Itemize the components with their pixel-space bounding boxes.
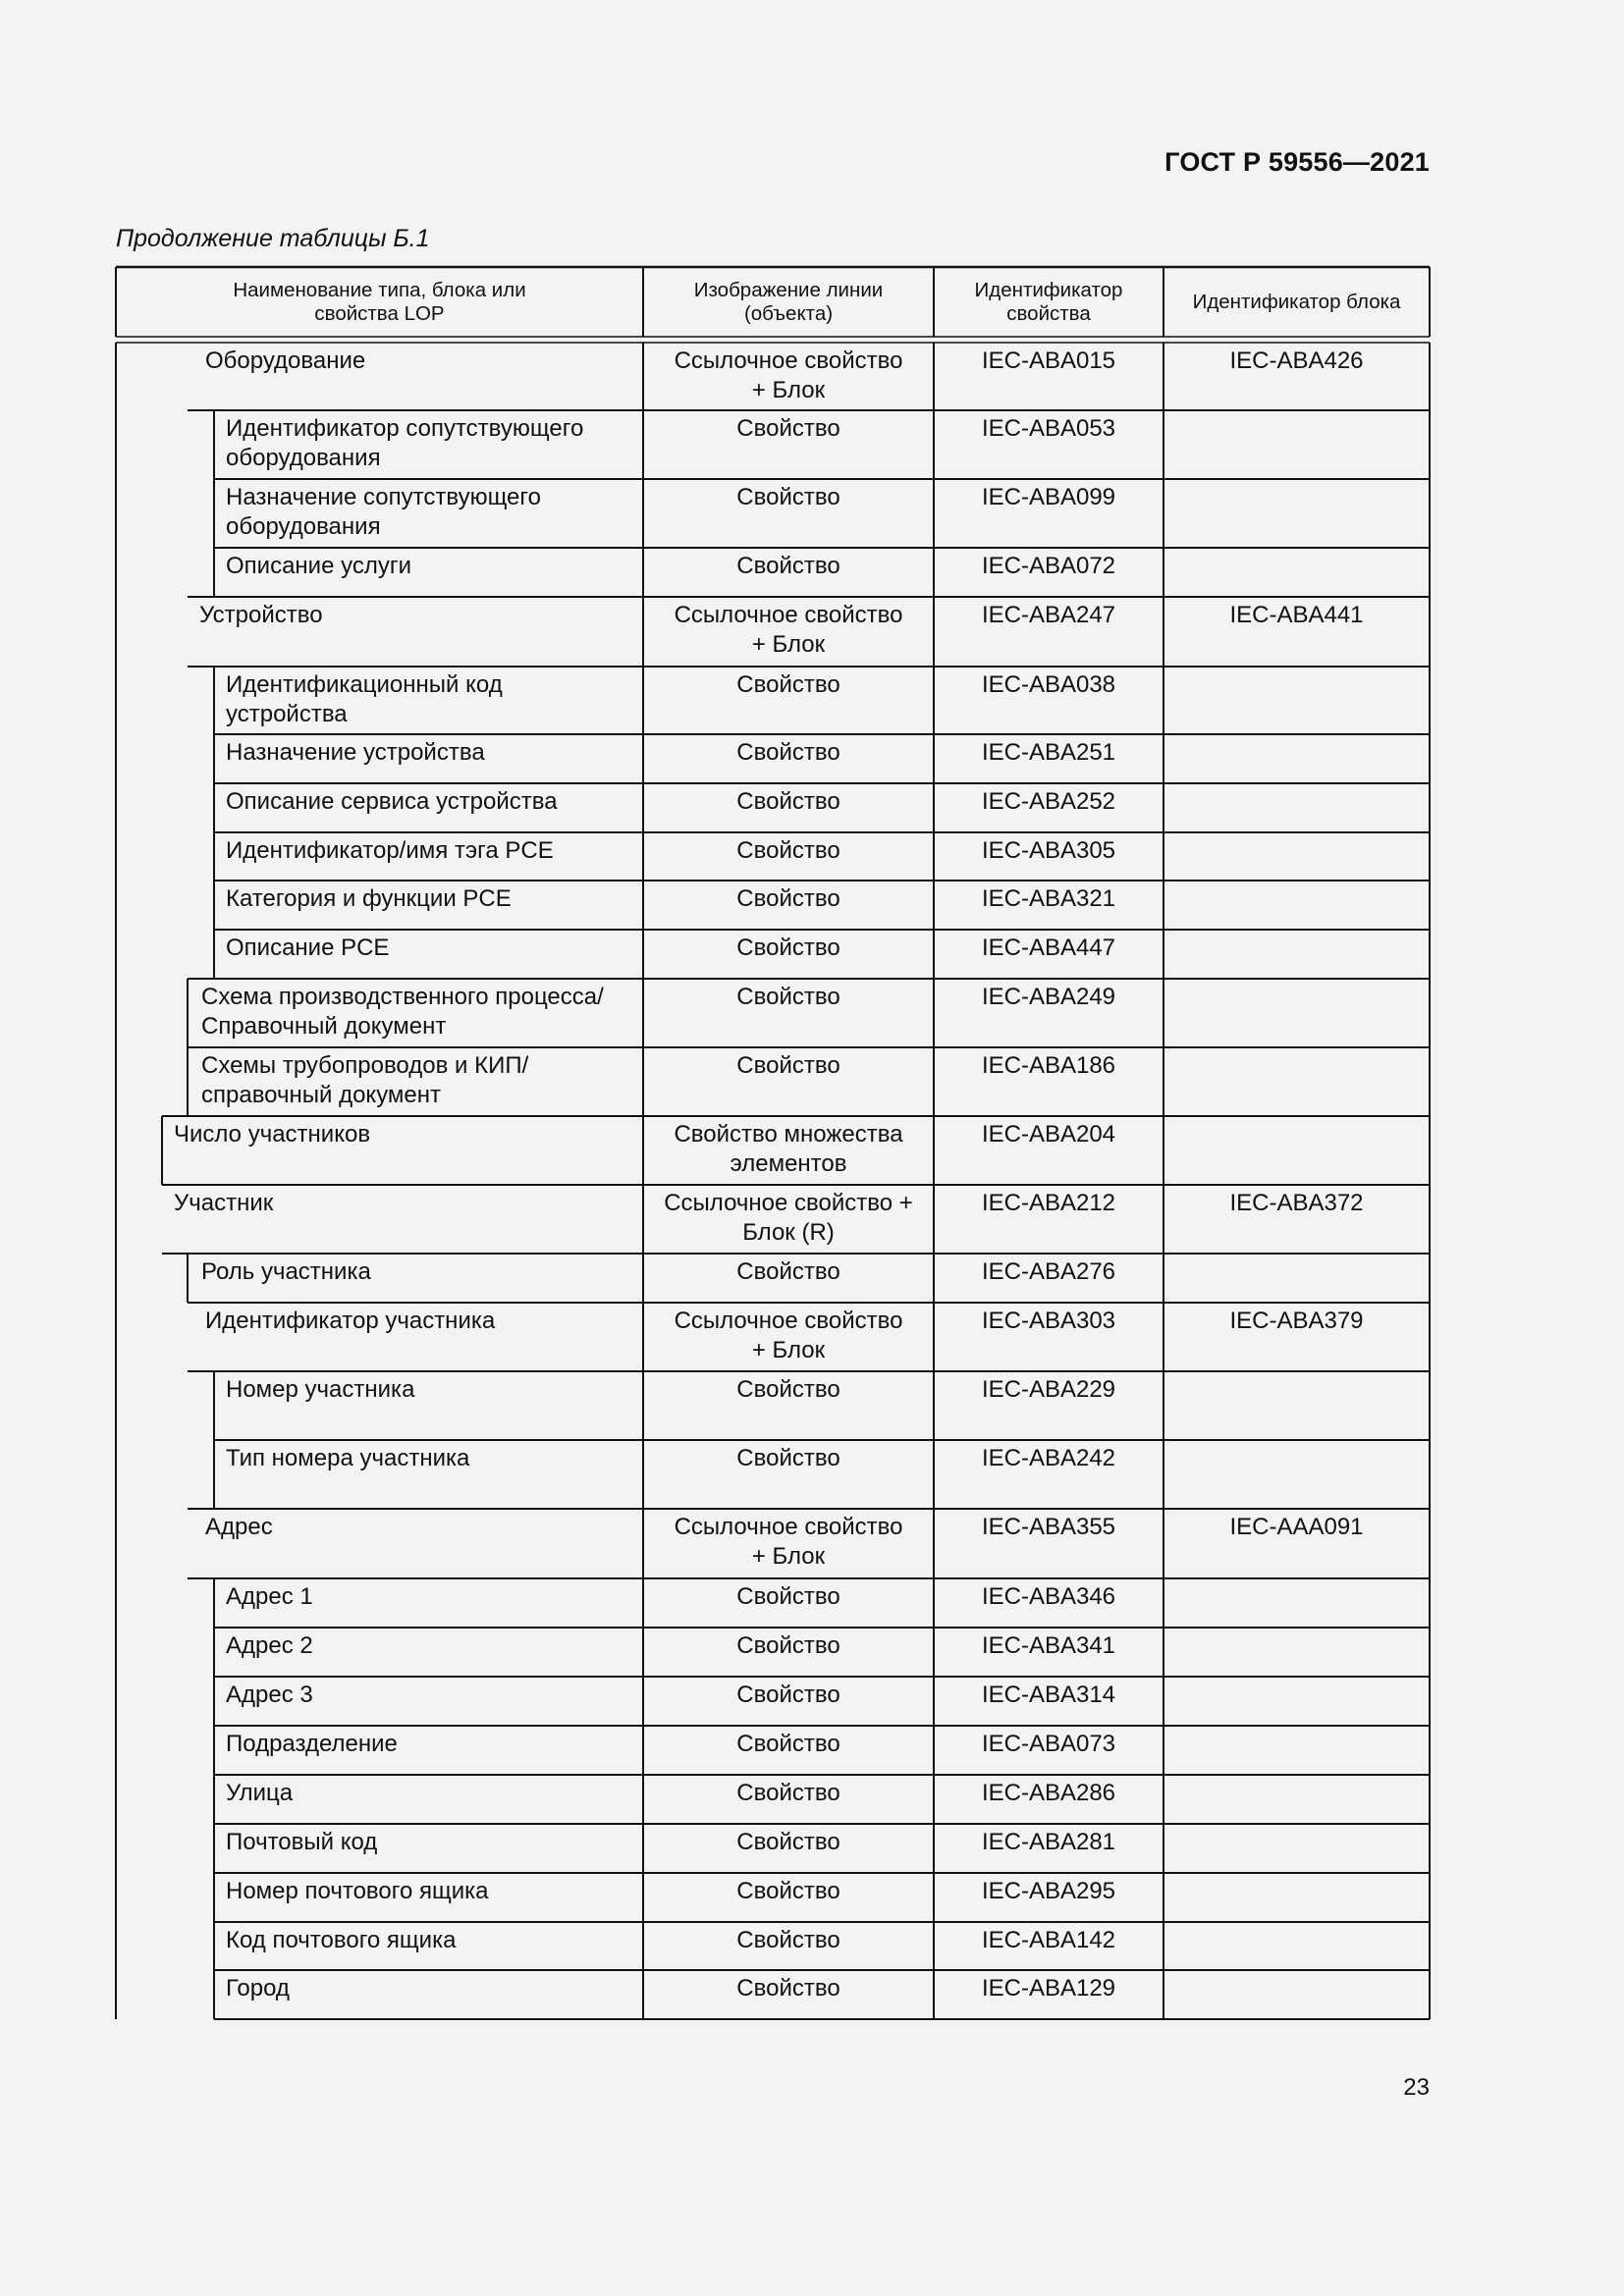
row-name: Число участников — [174, 1121, 371, 1148]
column-header: Идентификатор свойства — [974, 279, 1123, 325]
row-property-id: IEC-ABA252 — [981, 788, 1116, 815]
row-name: Оборудование — [205, 347, 366, 374]
row-property-id: IEC-ABA447 — [981, 934, 1116, 961]
row-property-id: IEC-ABA286 — [981, 1780, 1116, 1806]
row-name: Город — [226, 1975, 290, 2002]
row-name: Описание сервиса устройства — [226, 788, 558, 815]
row-property-id: IEC-ABA072 — [981, 553, 1116, 579]
row-name: Идентификатор участника — [205, 1308, 496, 1334]
row-name: Идентификатор/имя тэга PCE — [226, 837, 554, 864]
row-line-type: Свойство — [736, 1878, 840, 1904]
row-property-id: IEC-ABA295 — [981, 1878, 1116, 1904]
row-property-id: IEC-ABA314 — [981, 1682, 1116, 1708]
row-property-id: IEC-ABA229 — [981, 1376, 1116, 1403]
row-property-id: IEC-ABA015 — [981, 347, 1116, 374]
row-line-type: Свойство — [736, 415, 840, 442]
row-property-id: IEC-ABA053 — [981, 415, 1116, 442]
row-line-type: Свойство — [736, 1376, 840, 1403]
row-property-id: IEC-ABA142 — [981, 1927, 1116, 1953]
row-line-type: Свойство — [736, 1829, 840, 1855]
row-block-id: IEC-ABA379 — [1229, 1308, 1364, 1334]
row-block-id: IEC-ABA372 — [1229, 1190, 1364, 1216]
row-name: Устройство — [199, 602, 323, 628]
document-standard-number: ГОСТ Р 59556—2021 — [1164, 147, 1430, 177]
row-property-id: IEC-ABA099 — [981, 484, 1116, 510]
row-name: Подразделение — [226, 1731, 398, 1757]
row-name: Номер почтового ящика — [226, 1878, 489, 1904]
row-property-id: IEC-ABA341 — [981, 1632, 1116, 1659]
row-name: Код почтового ящика — [226, 1927, 457, 1953]
row-line-type: Свойство — [736, 1975, 840, 2002]
row-line-type: Ссылочное свойство + Блок — [674, 602, 903, 658]
row-name: Адрес 3 — [226, 1682, 313, 1708]
row-line-type: Ссылочное свойство + Блок — [674, 347, 903, 403]
row-property-id: IEC-ABA129 — [981, 1975, 1116, 2002]
row-name: Схемы трубопроводов и КИП/ справочный документ — [201, 1052, 529, 1108]
row-property-id: IEC-ABA186 — [981, 1052, 1116, 1079]
row-name: Роль участника — [201, 1258, 371, 1285]
row-name: Почтовый код — [226, 1829, 378, 1855]
row-property-id: IEC-ABA249 — [981, 984, 1116, 1010]
row-name: Назначение сопутствующего оборудования — [226, 484, 541, 540]
row-name: Категория и функции PCE — [226, 885, 512, 912]
row-property-id: IEC-ABA242 — [981, 1445, 1116, 1471]
row-line-type: Свойство — [736, 934, 840, 961]
row-line-type: Свойство множества элементов — [674, 1121, 903, 1177]
row-line-type: Свойство — [736, 1780, 840, 1806]
row-line-type: Свойство — [736, 1583, 840, 1610]
row-line-type: Свойство — [736, 1682, 840, 1708]
row-line-type: Свойство — [736, 1258, 840, 1285]
row-property-id: IEC-ABA355 — [981, 1514, 1116, 1540]
row-property-id: IEC-ABA073 — [981, 1731, 1116, 1757]
row-line-type: Свойство — [736, 885, 840, 912]
row-name: Участник — [174, 1190, 274, 1216]
row-property-id: IEC-ABA346 — [981, 1583, 1116, 1610]
row-name: Идентификационный код устройства — [226, 671, 503, 727]
row-name: Номер участника — [226, 1376, 415, 1403]
row-line-type: Свойство — [736, 1632, 840, 1659]
row-property-id: IEC-ABA038 — [981, 671, 1116, 698]
row-line-type: Свойство — [736, 1731, 840, 1757]
row-property-id: IEC-ABA305 — [981, 837, 1116, 864]
row-property-id: IEC-ABA204 — [981, 1121, 1116, 1148]
row-property-id: IEC-ABA251 — [981, 739, 1116, 766]
row-line-type: Свойство — [736, 984, 840, 1010]
row-name: Описание услуги — [226, 553, 411, 579]
row-line-type: Свойство — [736, 837, 840, 864]
row-property-id: IEC-ABA276 — [981, 1258, 1116, 1285]
row-line-type: Свойство — [736, 1445, 840, 1471]
row-property-id: IEC-ABA281 — [981, 1829, 1116, 1855]
table-caption: Продолжение таблицы Б.1 — [116, 225, 430, 252]
row-name: Идентификатор сопутствующего оборудования — [226, 415, 584, 471]
row-name: Адрес — [205, 1514, 273, 1540]
row-name: Схема производственного процесса/ Справочный документ — [201, 984, 604, 1040]
row-property-id: IEC-ABA303 — [981, 1308, 1116, 1334]
row-block-id: IEC-AAA091 — [1229, 1514, 1364, 1540]
row-line-type: Ссылочное свойство + Блок — [674, 1514, 903, 1570]
row-name: Адрес 2 — [226, 1632, 313, 1659]
row-line-type: Свойство — [736, 739, 840, 766]
row-line-type: Свойство — [736, 1052, 840, 1079]
row-name: Описание PCE — [226, 934, 390, 961]
row-line-type: Ссылочное свойство + Блок — [674, 1308, 903, 1363]
row-property-id: IEC-ABA247 — [981, 602, 1116, 628]
row-name: Тип номера участника — [226, 1445, 470, 1471]
row-line-type: Свойство — [736, 553, 840, 579]
row-property-id: IEC-ABA321 — [981, 885, 1116, 912]
row-name: Улица — [226, 1780, 294, 1806]
row-name: Назначение устройства — [226, 739, 485, 766]
row-line-type: Свойство — [736, 1927, 840, 1953]
row-property-id: IEC-ABA212 — [981, 1190, 1116, 1216]
column-header: Идентификатор блока — [1192, 291, 1401, 313]
page-number: 23 — [1403, 2074, 1430, 2101]
row-line-type: Свойство — [736, 671, 840, 698]
row-block-id: IEC-ABA426 — [1229, 347, 1364, 374]
row-line-type: Свойство — [736, 788, 840, 815]
column-header: Наименование типа, блока или свойства LOP — [233, 279, 526, 325]
row-block-id: IEC-ABA441 — [1229, 602, 1364, 628]
row-line-type: Свойство — [736, 484, 840, 510]
column-header: Изображение линии (объекта) — [693, 279, 884, 325]
row-line-type: Ссылочное свойство + Блок (R) — [664, 1190, 913, 1246]
row-name: Адрес 1 — [226, 1583, 313, 1610]
